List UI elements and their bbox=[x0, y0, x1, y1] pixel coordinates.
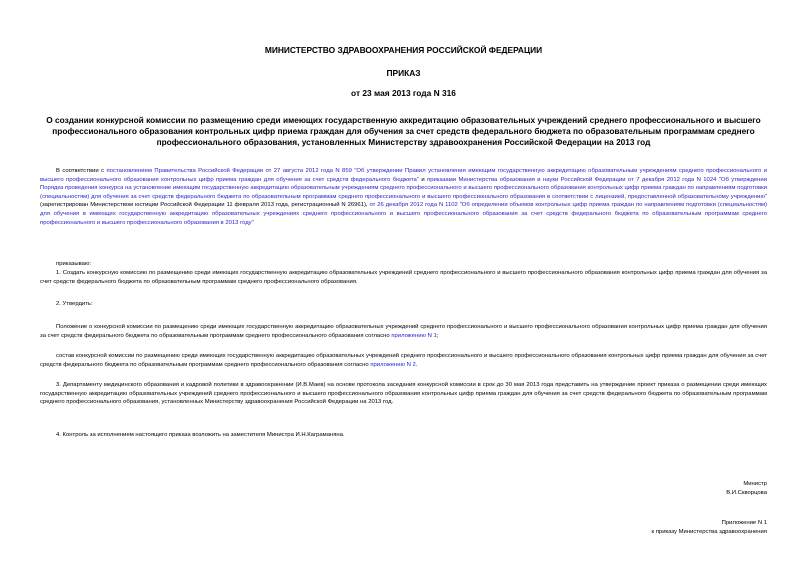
order-heading: ПРИКАЗ bbox=[386, 68, 421, 78]
preamble-mid2: (зарегистрирован Министерством юстиции Российской Федерации 11 февраля 2013 года, регистрационный N 26961), bbox=[40, 202, 370, 209]
item-1: 1. Создать конкурсную комиссию по размещению среди имеющих государственную аккредитацию образовательных учреждений среднего профессионального и высшего профессионального образования контрольных цифр приема граждан для обучения за счет средств федерального бюджета по образовательным программам среднего профессионального образования. bbox=[40, 270, 767, 285]
appendix-label: Приложение N 1 bbox=[721, 520, 767, 526]
decree-859-link[interactable]: постановлением Правительства Российской Федерации от 27 августа 2012 года N 859 "Об утверждении Правил установления имеющим государственную аккредитацию образовательным учреждениям среднего профессионального и высшего профессионального образования контрольных цифр приема граждан для обучения за счет средств федерального бюджета" bbox=[40, 168, 767, 183]
order-1102-link[interactable]: от 26 декабря 2012 года N 1102 "Об определении объемов контрольных цифр приема граждан по направлениям подготовки (специальностям) для обучения в имеющих государственную аккредитацию образовательных учреждениях среднего профессионального и высшего профессионального образования за счет средств федерального бюджета по образовательным программам среднего профессионального и высшего профессионального образования в 2013 году" bbox=[40, 202, 767, 226]
preamble-mid1: и bbox=[418, 176, 428, 183]
item-2a bbox=[40, 323, 767, 340]
appendix-ref: к приказу Министерства здравоохранения bbox=[651, 529, 767, 535]
ministry-heading: МИНИСТЕРСТВО ЗДРАВООХРАНЕНИЯ РОССИЙСКОЙ ФЕДЕРАЦИИ bbox=[264, 45, 543, 55]
prikazyvayu-text: приказываю: bbox=[56, 261, 92, 267]
item-2b bbox=[40, 352, 767, 369]
item-2a-text: Положение о конкурсной комиссии по размещению среди имеющих государственную аккредитацию образовательных учреждений среднего профессионального и высшего профессионального образования контрольных цифр приема граждан для обучения за счет средств федерального бюджета по образовательным программам среднего профессионального образования согласно bbox=[40, 324, 767, 339]
item-3: 3. Департаменту медицинского образования и кадровой политики в здравоохранении (И.В.Маев) на основе протокола заседания конкурсной комиссии в срок до 30 мая 2013 года представить на утверждение проект приказа о размещении среди имеющих государственную аккредитацию образовательных учреждений среднего профессионального и высшего профессионального образования контрольных цифр приема граждан для обучения за счет средств федерального бюджета по образовательным программам среднего профессионального образования, установленных Министерству здравоохранения Российской Федерации на 2013 год. bbox=[40, 382, 767, 406]
item-4: 4. Контроль за исполнением настоящего приказа возложить на заместителя Министра И.Н.Каграманяна. bbox=[56, 432, 345, 438]
order-title: О создании конкурсной комиссии по размещению среди имеющих государственную аккредитацию образовательных учреждений среднего профессионального и высшего профессионального образования контрольных цифр приема граждан для обучения за счет средств федерального бюджета по образовательным программам среднего профессионального образования, установленных Министерству здравоохранения Российской Федерации на 2013 год bbox=[46, 115, 761, 147]
signature-name: В.И.Скворцова bbox=[726, 490, 767, 496]
order-date: от 23 мая 2013 года N 316 bbox=[351, 88, 456, 98]
preamble-paragraph bbox=[40, 167, 767, 227]
item-2b-text: состав конкурсной комиссии по размещению среди имеющих государственную аккредитацию образовательных учреждений среднего профессионального и высшего профессионального образования контрольных цифр приема граждан для обучения за счет средств федерального бюджета по образовательным программам среднего профессионального образования согласно bbox=[40, 353, 767, 368]
preamble-start: В соответствии с bbox=[56, 168, 107, 174]
item-2: 2. Утвердить: bbox=[56, 301, 93, 307]
signature-position: Министр bbox=[743, 481, 767, 487]
item-2b-end: . bbox=[415, 361, 418, 368]
item-2a-end: ; bbox=[436, 332, 439, 339]
appendix-2-link[interactable]: приложению N 2 bbox=[370, 361, 416, 368]
order-1024-link[interactable]: приказами Министерства образования и науки Российской Федерации от 7 декабря 2012 года N 1024 "Об утверждении Порядка проведения конкурса на установление имеющим государственную аккредитацию образовательным учреждениям среднего профессионального и высшего профессионального образования контрольных цифр приема граждан по направлениям подготовки (специальностям) для обучения за счет средств федерального бюджета по образовательным программам среднего профессионального и высшего профессионального образования в соответствии с лицензией, предоставленной образовательному учреждению" bbox=[40, 176, 767, 200]
appendix-1-link[interactable]: приложению N 1 bbox=[391, 332, 437, 339]
